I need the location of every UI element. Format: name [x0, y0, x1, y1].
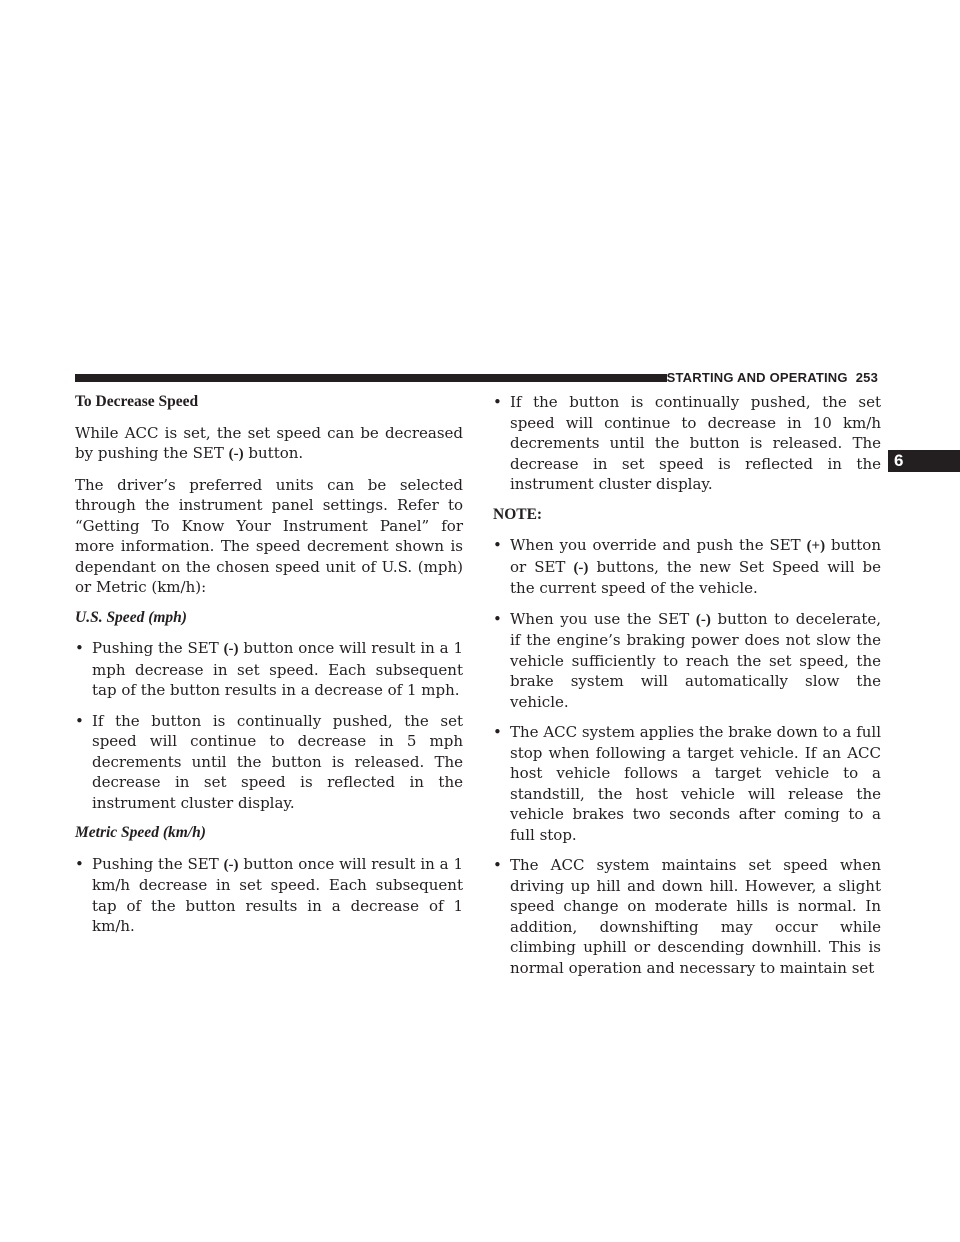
list-item: • Pushing the SET (-) button once will result in a 1 km/h decrease in set speed. Each subsequent tap of the button results in a decrease of 1 km/h.	[75, 854, 463, 935]
section-title: STARTING AND OPERATING	[666, 370, 848, 385]
list-item: • If the button is continually pushed, the set speed will continue to decrease in 5 mph decrements until the button is released. The decrease in set speed is reflected in the instrument cluster display.	[75, 711, 463, 812]
right-column	[493, 392, 881, 988]
running-header	[667, 370, 878, 385]
list-item: • If the button is continually pushed, the set speed will continue to decrease in 10 km/h decrements until the button is released. The decrease in set speed is reflected in the instrument cluster display.	[493, 393, 881, 493]
list-item: • When you use the SET (-) button to decelerate, if the engine’s braking power does not slow the vehicle sufficiently to reach the set speed, the brake system will automatically slow the vehicle.	[493, 609, 881, 711]
section-heading: To Decrease Speed	[75, 393, 199, 410]
list-item: • When you override and push the SET (+) button or SET (-) buttons, the new Set Speed will be the current speed of the vehicle.	[493, 536, 881, 597]
header-rule	[75, 374, 667, 382]
us-speed-heading: U.S. Speed (mph)	[75, 608, 187, 626]
intro-paragraph: While ACC is set, the set speed can be decreased by pushing the SET (-) button.	[75, 423, 463, 462]
note-list	[493, 535, 881, 978]
list-item: • Pushing the SET (-) button once will result in a 1 mph decrease in set speed. Each subsequent tap of the button results in a decrease of 1 mph.	[75, 639, 463, 699]
left-column	[75, 392, 463, 947]
metric-speed-list	[75, 854, 463, 937]
units-paragraph: The driver’s preferred units can be selected through the instrument panel settings. Refer to “Getting To Know Your Instrument Panel” for more information. The speed decrement shown is dependant on the chosen speed unit of U.S. (mph) or Metric (km/h):	[75, 475, 463, 596]
metric-speed-list-continued	[493, 392, 881, 495]
list-item: • The ACC system maintains set speed when driving up hill and down hill. However, a slight speed change on moderate hills is normal. In addition, downshifting may occur while climbing uphill or descending downhill. This is normal operation and necessary to maintain set	[493, 856, 881, 977]
us-speed-list	[75, 638, 463, 813]
page-number: 253	[855, 370, 878, 385]
chapter-tab: 6	[888, 450, 960, 472]
list-item: • The ACC system applies the brake down to a full stop when following a target vehicle. If an ACC host vehicle follows a target vehicle to a standstill, the host vehicle will release the vehicle brakes two seconds after coming to a full stop.	[493, 723, 881, 844]
note-heading: NOTE:	[493, 505, 543, 523]
metric-speed-heading: Metric Speed (km/h)	[75, 824, 206, 841]
